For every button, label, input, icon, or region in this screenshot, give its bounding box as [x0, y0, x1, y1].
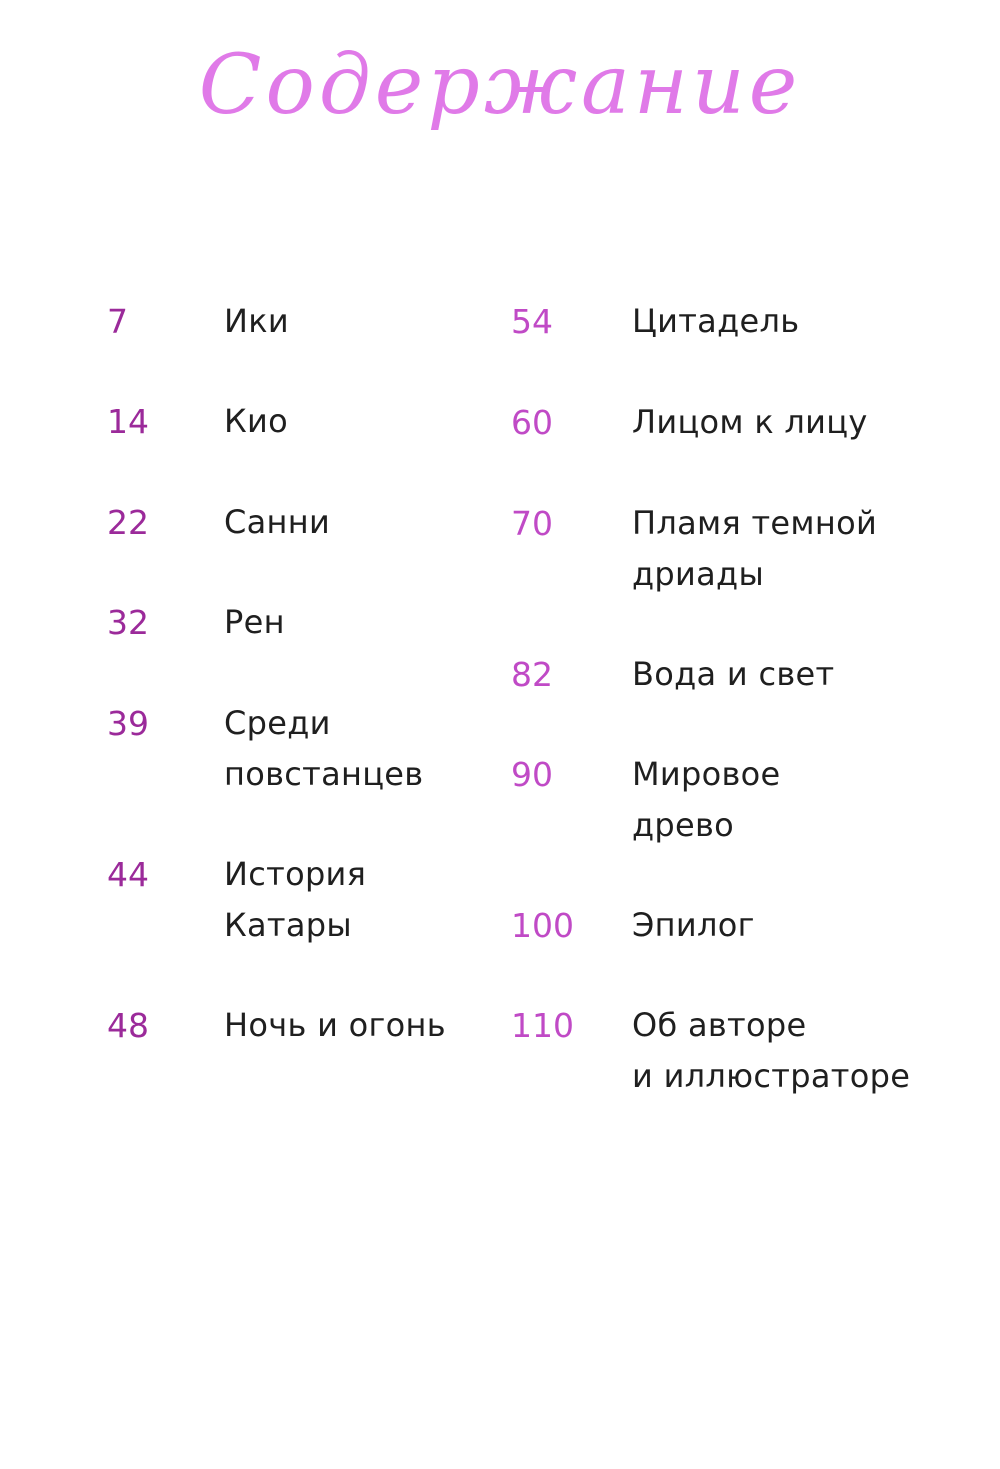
toc-page-number: 39 — [107, 704, 149, 743]
toc-entry — [0, 498, 1000, 618]
toc-chapter-title: Мировое древо — [632, 755, 781, 844]
toc-chapter-title: Среди повстанцев — [224, 704, 424, 793]
toc-page-number: 110 — [511, 1006, 574, 1045]
toc-page-number: 48 — [107, 1006, 149, 1045]
toc-page-number: 82 — [511, 655, 553, 694]
toc-chapter-title: Пламя темной дриады — [632, 504, 878, 593]
toc-chapter-title: Эпилог — [632, 906, 755, 944]
toc-page-number: 32 — [107, 603, 149, 642]
toc-chapter-title: Лицом к лицу — [632, 403, 868, 441]
toc-page-number: 90 — [511, 755, 553, 794]
toc-chapter-title: Об авторе и иллюстраторе — [632, 1006, 911, 1095]
toc-chapter-title: Рен — [224, 603, 285, 641]
toc-page-number: 7 — [107, 302, 128, 341]
toc-entry — [0, 1000, 1000, 1120]
toc-chapter-title: История Катары — [224, 855, 367, 944]
toc-chapter-title: Ночь и огонь — [224, 1006, 446, 1044]
toc-page-number: 44 — [107, 855, 149, 894]
toc-page-number: 60 — [511, 403, 553, 442]
toc-page-number: 100 — [511, 906, 574, 945]
toc-chapter-title: Вода и свет — [632, 655, 835, 693]
toc-chapter-title: Кио — [224, 402, 288, 440]
toc-page-number: 70 — [511, 504, 553, 543]
toc-chapter-title: Цитадель — [632, 302, 800, 340]
toc-page-number: 22 — [107, 503, 149, 542]
toc-entry — [0, 749, 1000, 869]
page-title: Содержание — [198, 38, 802, 133]
toc-page-number: 14 — [107, 402, 149, 441]
toc-chapter-title: Ики — [224, 302, 289, 340]
toc-page-number: 54 — [511, 302, 553, 341]
toc-chapter-title: Санни — [224, 503, 331, 541]
